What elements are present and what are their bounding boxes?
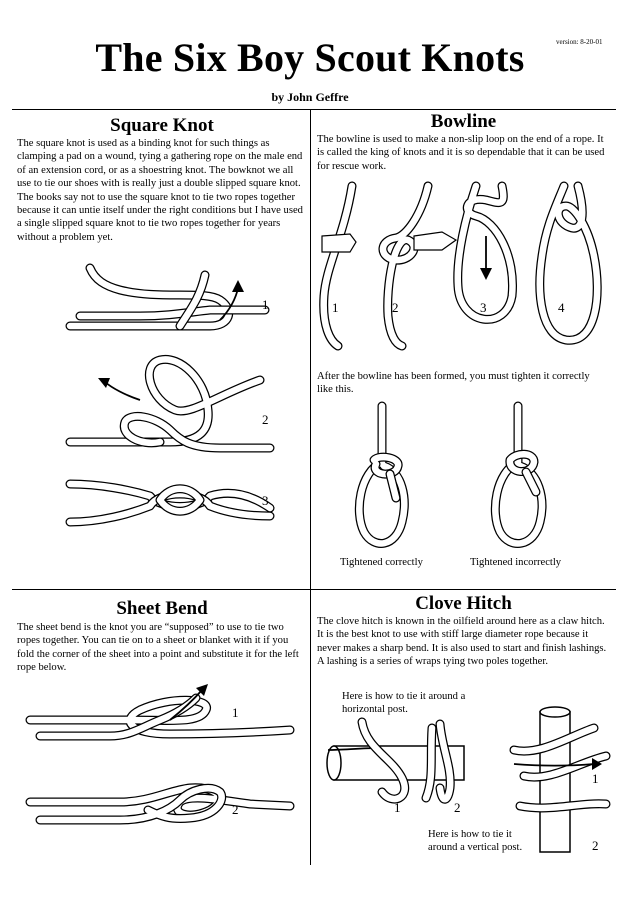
sheet-bend-heading: Sheet Bend <box>116 598 208 619</box>
sheet-bend-step-number: 2 <box>232 802 239 817</box>
header-divider <box>12 109 616 110</box>
sheet-bend-description: The sheet bend is the knot you are “supposed” to use to tie two ropes together. You can tie on to a sheet or blanket with it if you fold the corner of the sheet into a point and substitute it for the left rope below. <box>17 622 299 674</box>
clove-hitch-step-number: 1 <box>394 800 401 815</box>
bowline-tightened-illustration <box>340 402 580 552</box>
clove-hitch-step-number: 1 <box>592 771 599 786</box>
clove-hitch-step-number: 2 <box>454 800 461 815</box>
square-knot-step2-illustration <box>60 350 280 460</box>
square-knot-step-number: 3 <box>262 493 269 508</box>
horizontal-post-caption: Here is how to tie it around a horizontal post. <box>342 691 466 715</box>
bowline-steps-illustration <box>316 176 614 356</box>
bowline-description: The bowline is used to make a non-slip loop on the end of a rope. It is called the king of knots and it is so dependable that it can be used for rescue work. <box>317 134 605 172</box>
tightened-incorrectly-caption: Tightened incorrectly <box>470 557 562 568</box>
bowline-step-number: 1 <box>332 300 339 315</box>
column-divider <box>310 109 311 865</box>
version-label: version: 8-20-01 <box>556 38 603 46</box>
clove-hitch-step-number: 2 <box>592 838 599 853</box>
middle-divider <box>12 589 616 590</box>
bowline-heading: Bowline <box>430 111 497 132</box>
vertical-post-caption: Here is how to tie it around a vertical post. <box>428 829 523 853</box>
tightened-correctly-caption: Tightened correctly <box>340 557 423 568</box>
square-knot-step-number: 1 <box>262 297 269 312</box>
bowline-step-number: 4 <box>558 300 565 315</box>
square-knot-step3-illustration <box>60 470 280 530</box>
square-knot-heading: Square Knot <box>110 115 214 136</box>
page-title: The Six Boy Scout Knots <box>95 35 525 80</box>
square-knot-step-number: 2 <box>262 412 269 427</box>
bowline-tighten-text: After the bowline has been formed, you must tighten it correctly like this. <box>317 371 590 396</box>
clove-hitch-horizontal-illustration <box>322 718 482 808</box>
square-knot-description: The square knot is used as a binding knot for such things as clamping a pad on a wound, tying a gathering rope on the male end of an extension cord, or as a shoestring knot. The bowknot we all use to tie our shoes with is really just a double slipped square knot. The books say not to use the square knot to tie two ropes together because it can untie itself under the right conditions but I have used a single slipped square knot to tie two ropes together for years without a problem yet. <box>17 138 303 243</box>
sheet-bend-step1-illustration <box>20 680 300 750</box>
bowline-step-number: 3 <box>480 300 487 315</box>
bowline-step-number: 2 <box>392 300 399 315</box>
sheet-bend-step-number: 1 <box>232 705 239 720</box>
clove-hitch-description: The clove hitch is known in the oilfield around here as a claw hitch. It is the best knot to use with stiff large diameter rope because it never makes a sharp bend. It is also used to start and finish lashings. A lashing is a series of wraps tying two poles together. <box>317 616 607 668</box>
clove-hitch-heading: Clove Hitch <box>415 593 512 614</box>
square-knot-step1-illustration <box>60 250 280 340</box>
sheet-bend-step2-illustration <box>20 770 300 840</box>
author-byline: by John Geffre <box>271 90 349 104</box>
